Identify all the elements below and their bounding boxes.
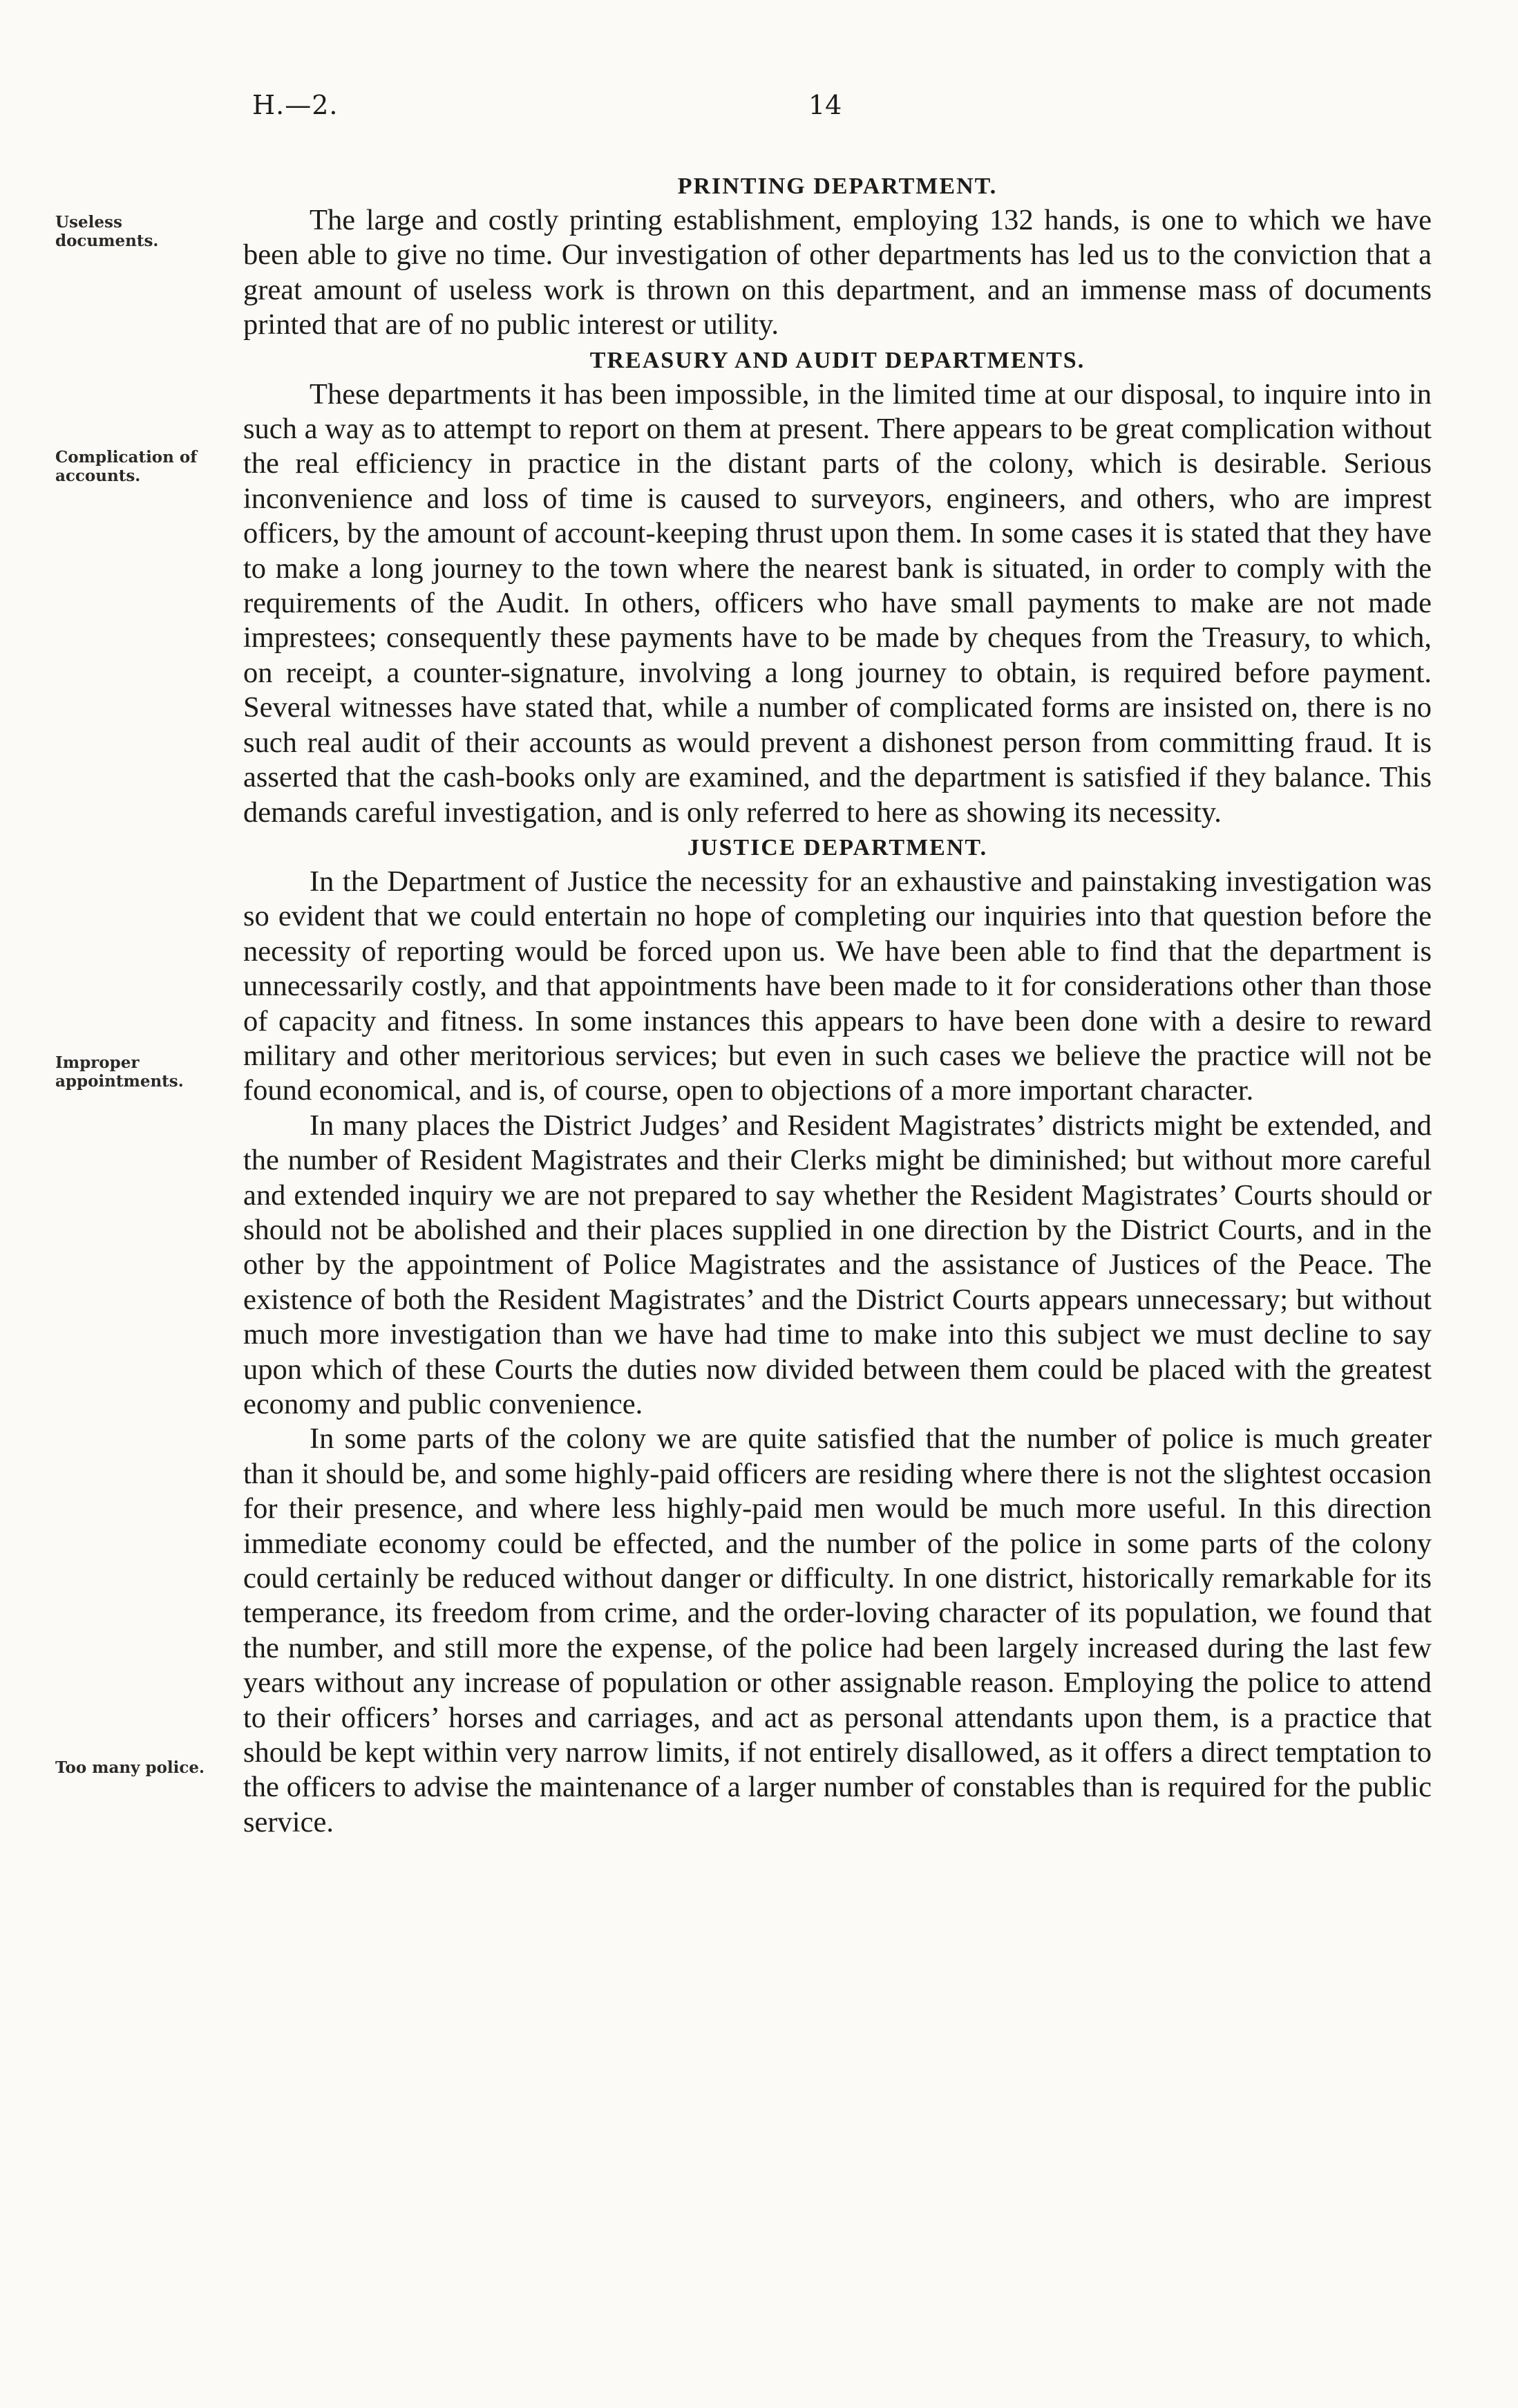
page-number: 14 bbox=[808, 90, 842, 120]
margin-note-complication-of-accounts: Complication of accounts. bbox=[55, 448, 198, 485]
heading-justice-department: JUSTICE DEPARTMENT. bbox=[687, 834, 988, 860]
paragraph-printing: The large and costly printing establishment, employing 132 hands, is one to which we have been able to give no time. Our investigation of other departments has led us to the conviction that a great amount of useless work is thrown on this department, and an immense mass of documents printed that are of no public interest or utility. bbox=[243, 204, 1432, 341]
margin-note-useless-documents: Useless documents. bbox=[55, 213, 159, 250]
report-body bbox=[243, 169, 1432, 1840]
paragraph-justice-2: In many places the District Judges’ and Resident Magistrates’ districts might be extended, and the number of Resident Magistrates and their Clerks might be diminished; but without more careful and extended inquiry we are not prepared to say whether the Resident Magistrates’ Courts should or should not be abolished and their places supplied in one direction by the District Courts, and in the other by the appointment of Police Magistrates and the assistance of Justices of the Peace. The existence of both the Resident Magistrates’ and the District Courts appears unnecessary; but without much more investigation than we have had time to make into this subject we must decline to say upon which of these Courts the duties now divided between them could be placed with the greatest economy and public convenience. bbox=[243, 1109, 1432, 1420]
margin-note-improper-appointments: Improper appointments. bbox=[55, 1053, 184, 1091]
paragraph-justice-1: In the Department of Justice the necessity for an exhaustive and painstaking investigation was so evident that we could entertain no hope of completing our inquiries into that question before the necessity of reporting would be forced upon us. We have been able to find that the department is unnecessarily costly, and that appointments have been made to it for considerations other than those of capacity and fitness. In some instances this appears to have been done with a desire to reward military and other meritorious services; but even in such cases we believe the practice will not be found economical, and is, of course, open to objections of a more important character. bbox=[243, 865, 1432, 1107]
heading-printing-department: PRINTING DEPARTMENT. bbox=[677, 173, 998, 199]
margin-note-too-many-police: Too many police. bbox=[55, 1758, 205, 1777]
document-reference: H.—2. bbox=[252, 90, 339, 120]
heading-treasury-audit: TREASURY AND AUDIT DEPARTMENTS. bbox=[589, 347, 1085, 373]
paragraph-treasury: These departments it has been impossible, in the limited time at our disposal, to inquire into in such a way as to attempt to report on them at present. There appears to be great complication without the real efficiency in practice in the distant parts of the colony, which is desirable. Serious inconvenience and loss of time is caused to surveyors, engineers, and others, who are imprest officers, by the amount of account-keeping thrust upon them. In some cases it is stated that they have to make a long journey to the town where the nearest bank is situated, in order to comply with the requirements of the Audit. In others, officers who have small payments to make are not made imprestees; consequently these payments have to be made by cheques from the Treasury, to which, on receipt, a counter-signature, involving a long journey to obtain, is required before payment. Several witnesses have stated that, while a number of complicated forms are insisted on, there is no such real audit of their accounts as would prevent a dishonest person from committing fraud. It is asserted that the cash-books only are examined, and the department is satisfied if they balance. This demands careful investigation, and is only referred to here as showing its necessity. bbox=[243, 377, 1432, 829]
paragraph-justice-3: In some parts of the colony we are quite satisfied that the number of police is much greater than it should be, and some highly-paid officers are residing where there is not the slightest occasion for their presence, and where less highly-paid men would be much more useful. In this direction immediate economy could be effected, and the number of the police in some parts of the colony could certainly be reduced without danger or difficulty. In one district, historically remarkable for its temperance, its freedom from crime, and the order-loving character of its population, we found that the number, and still more the expense, of the police had been largely increased during the last few years without any increase of population or other assignable reason. Employing the police to attend to their officers’ horses and carriages, and act as personal attendants upon them, is a practice that should be kept within very narrow limits, if not entirely disallowed, as it offers a direct temptation to the officers to advise the maintenance of a larger number of constables than is required for the public service. bbox=[243, 1422, 1432, 1838]
page-header bbox=[252, 90, 1316, 138]
